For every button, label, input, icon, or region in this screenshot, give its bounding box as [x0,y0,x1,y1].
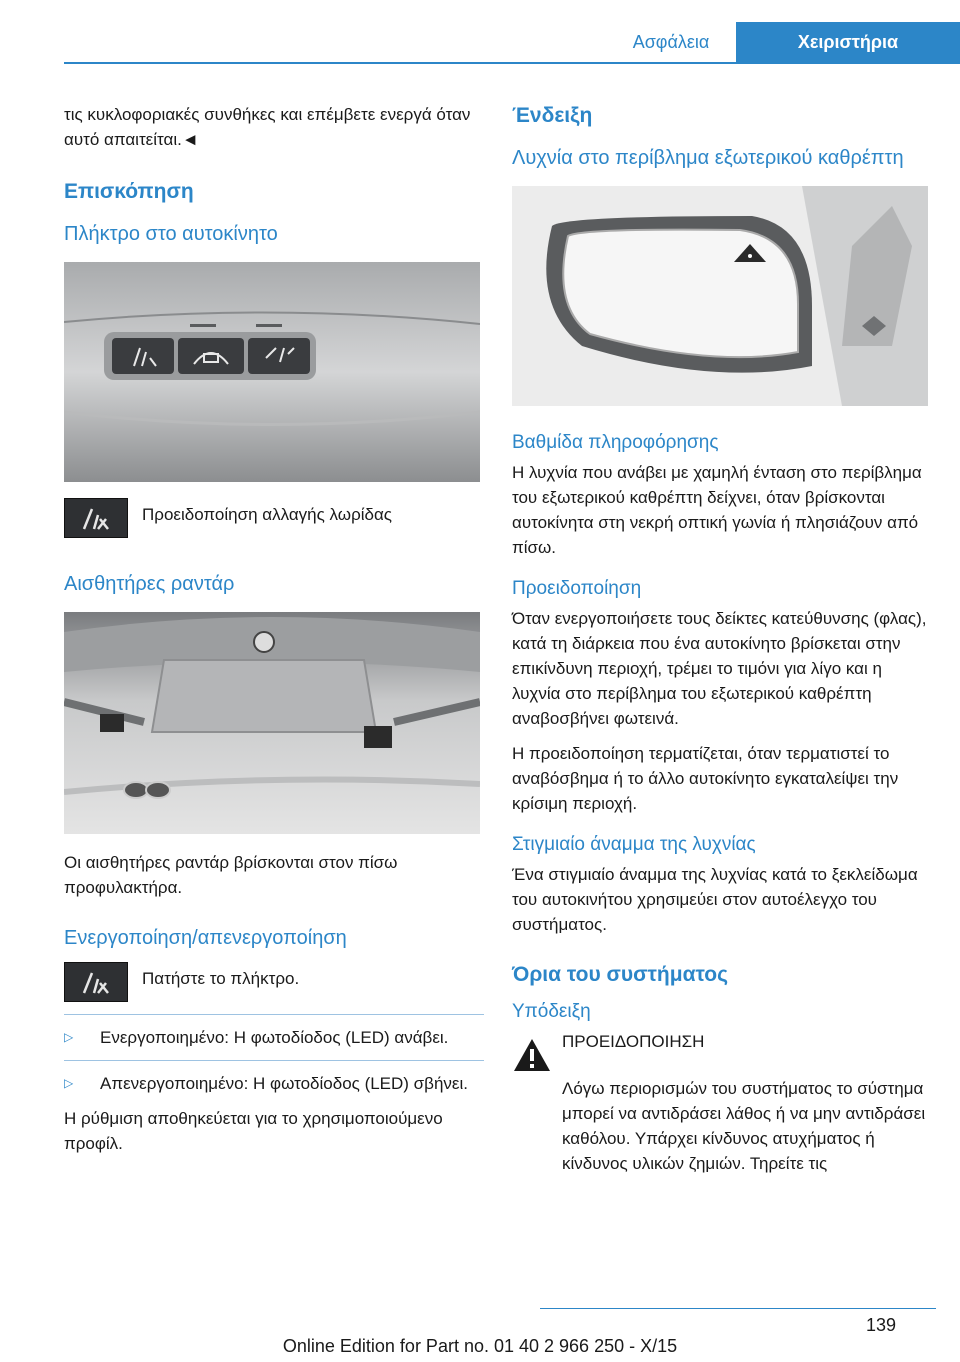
button-heading: Πλήκτρο στο αυτοκίνητο [64,223,278,245]
tab-safety[interactable]: Ασφάλεια [606,22,736,62]
note-heading: Υπόδειξη [512,1001,591,1022]
warning-triangle-icon [512,1029,552,1078]
radar-heading: Αισθητήρες ραντάρ [64,573,235,595]
info-level-heading: Βαθμίδα πληροφόρησης [512,432,719,453]
rear-bumper-photo [64,612,480,834]
right-column [512,96,932,1186]
lane-change-button-icon [64,962,128,1002]
press-button-text: Πατήστε το πλήκτρο. [142,969,300,988]
flash-text: Ένα στιγμιαίο άναμμα της λυχνίας κατά το ξεκλείδωμα του αυτοκινήτου χρησιμεύει στον αυτοέλεγχο του συστήματος. [512,865,918,934]
limits-heading: Όρια του συστήματος [512,963,729,986]
setting-text: Η ρύθμιση αποθηκεύεται για το χρησιμοποιούμενο προφίλ. [64,1109,443,1153]
flash-heading: Στιγμιαίο άναμμα της λυχνίας [512,834,756,855]
bullet-triangle-icon: ▷ [64,1076,74,1090]
bullet-separator [64,1060,484,1061]
warning-box-content [562,1029,704,1054]
warning-text-2: Η προειδοποίηση τερματίζεται, όταν τερματιστεί το αναβόσβημα ή το άλλο αυτοκίνητο εγκαταλείψει την κρίσιμη περιοχή. [512,744,899,813]
edition-text: Online Edition for Part no. 01 40 2 966 250 - X/15 [282,1336,678,1356]
left-column [64,96,484,1166]
lane-change-legend [64,498,484,538]
mirror-heading: Λυχνία στο περίβλημα εξωτερικού καθρέπτη [512,147,904,169]
warning-body: Λόγω περιορισμών του συστήματος το σύστημα μπορεί να αντιδράσει λάθος ή να μην αντιδράσει καθόλου. Υπάρχει κίνδυνος ατυχήματος ή κίνδυνος υλικών ζημιών. Τηρείτε τις [562,1079,926,1173]
bullet-text: Απενεργοποιημένο: Η φωτοδίοδος (LED) σβήνει. [100,1074,468,1093]
warning-label: ΠΡΟΕΙΔΟΠΟΙΗΣΗ [562,1032,705,1051]
press-button-row [64,962,484,1002]
indication-heading: Ένδειξη [512,104,593,127]
warning-text-1: Όταν ενεργοποιήσετε τους δείκτες κατεύθυνσης (φλας), κατά τη διάρκεια που ένα αυτοκίνητο βρίσκεται στην επικίνδυνη περιοχή, τρέμει το τιμόνι για λίγο και η λυχνία στο περίβλημα του εξωτερικού καθρέπτη αναβοσβήνει φωτεινά. [512,609,927,728]
bullet-text: Ενεργοποιημένο: Η φωτοδίοδος (LED) ανάβει. [100,1028,449,1047]
tab-controls[interactable]: Χειριστήρια [736,22,960,62]
header-rule [64,62,960,64]
info-level-text: Η λυχνία που ανάβει με χαμηλή ένταση στο περίβλημα του εξωτερικού καθρέπτη δείχνει, όταν βρίσκονται αυτοκίνητα στη νεκρή οπτική γωνία ή πλησιάζουν από πίσω. [512,463,922,557]
warning-heading: Προειδοποίηση [512,578,642,599]
bullet-separator [64,1014,484,1015]
lane-change-warning-label: Προειδοποίηση αλλαγής λωρίδας [142,505,392,524]
car-buttons-photo [64,262,480,482]
footer-rule [540,1308,936,1309]
page-number: 139 [865,1315,896,1335]
warning-box [512,1029,932,1078]
radar-text: Οι αισθητήρες ραντάρ βρίσκονται στον πίσω προφυλακτήρα. [64,853,398,897]
mirror-photo [512,186,928,406]
activation-heading: Ενεργοποίηση/απενεργοποίηση [64,927,347,949]
intro-text: τις κυκλοφοριακές συνθήκες και επέμβετε ενεργά όταν αυτό απαιτείται.◄ [64,105,471,149]
list-item [64,1071,484,1096]
overview-heading: Επισκόπηση [64,180,194,203]
list-item [64,1025,484,1050]
lane-change-icon [64,498,128,538]
bullet-triangle-icon: ▷ [64,1030,74,1044]
